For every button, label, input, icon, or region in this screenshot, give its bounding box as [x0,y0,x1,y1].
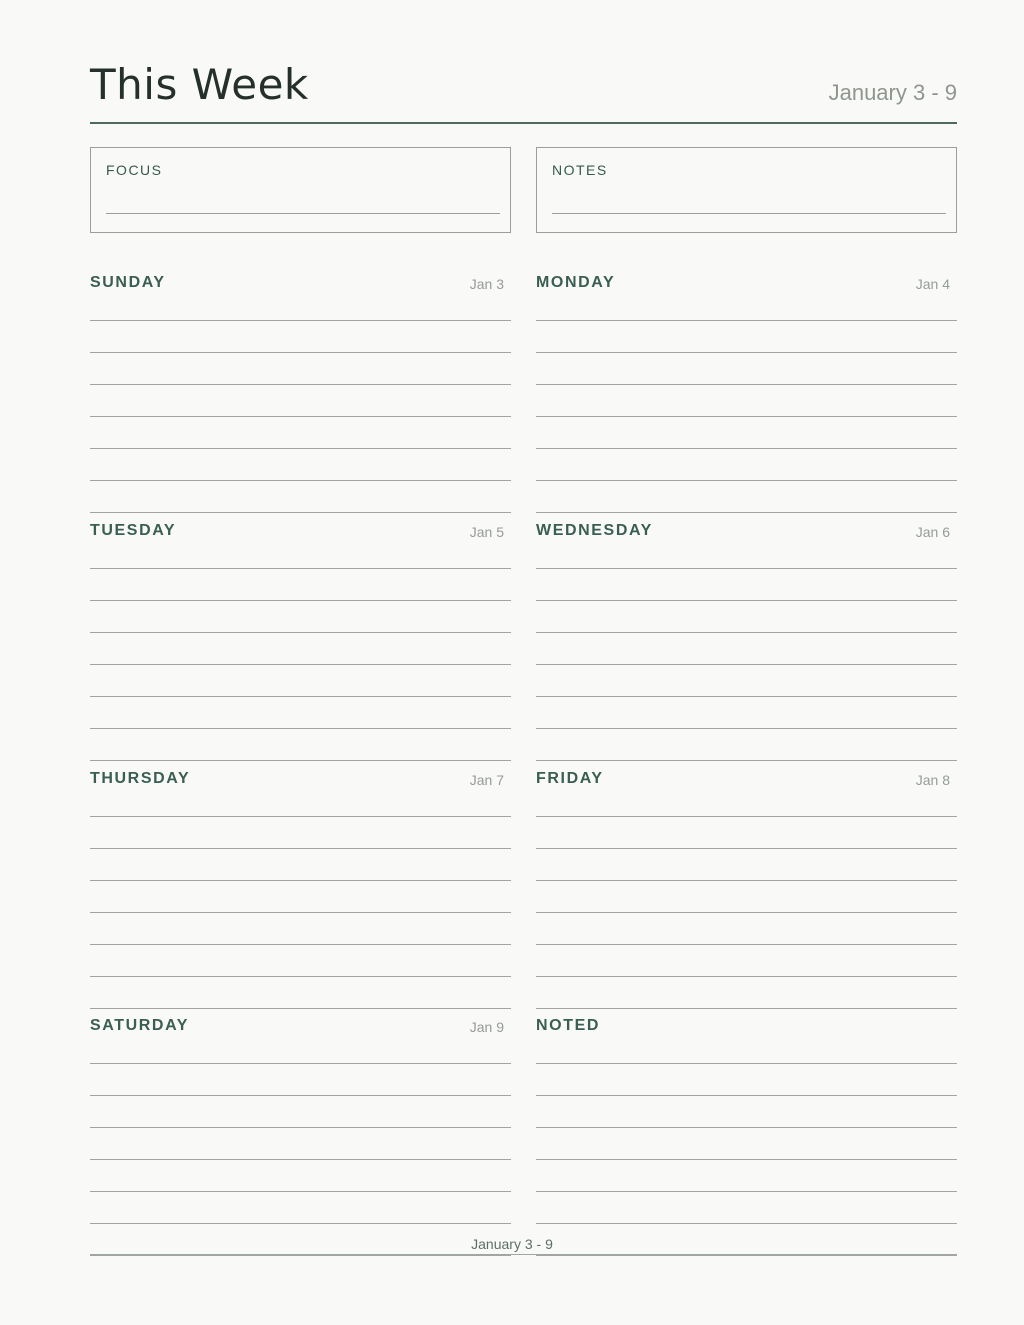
writing-line [90,600,511,601]
writing-line [90,880,511,881]
writing-line [90,320,511,321]
page-header [90,56,957,124]
day-section-tuesday[interactable] [90,512,511,760]
day-date: Jan 7 [469,772,504,788]
day-section-friday[interactable] [536,760,957,1008]
writing-line [90,448,511,449]
writing-line [90,816,511,817]
writing-line [90,1063,511,1064]
day-section-thursday[interactable] [90,760,511,1008]
day-name: SATURDAY [90,1017,190,1034]
writing-line [90,416,511,417]
writing-line [536,880,957,881]
day-name: SUNDAY [90,274,166,291]
writing-line [536,728,957,729]
writing-line [536,912,957,913]
week-date-range: January 3 - 9 [828,80,957,105]
writing-line [90,352,511,353]
writing-line [90,384,511,385]
writing-line [90,1095,511,1096]
focus-writing-line [106,213,500,214]
day-date: Jan 3 [469,276,504,292]
writing-line [90,976,511,977]
writing-line [90,632,511,633]
writing-line [536,1095,957,1096]
writing-line [536,568,957,569]
writing-line [90,664,511,665]
day-section-noted[interactable] [536,1007,957,1255]
writing-line [536,416,957,417]
writing-line [90,480,511,481]
footer-date-range: January 3 - 9 [471,1236,553,1252]
writing-line [90,568,511,569]
writing-line [536,1063,957,1064]
writing-line [536,1191,957,1192]
day-date: Jan 6 [915,524,950,540]
writing-line [536,696,957,697]
writing-line [90,1223,511,1224]
writing-line [536,976,957,977]
writing-line [90,1191,511,1192]
writing-line [536,1255,957,1256]
writing-line [536,352,957,353]
writing-line [90,1255,511,1256]
day-date: Jan 4 [915,276,950,292]
writing-line [536,320,957,321]
writing-line [536,480,957,481]
writing-line [90,1159,511,1160]
writing-line [536,664,957,665]
writing-line [536,1127,957,1128]
day-name: NOTED [536,1017,600,1034]
writing-line [90,912,511,913]
writing-line [90,1127,511,1128]
day-section-saturday[interactable] [90,1007,511,1255]
day-name: TUESDAY [90,522,177,539]
day-name: FRIDAY [536,770,604,787]
day-section-wednesday[interactable] [536,512,957,760]
writing-line [536,848,957,849]
day-date: Jan 5 [469,524,504,540]
day-section-sunday[interactable] [90,264,511,512]
writing-line [536,600,957,601]
writing-line [536,944,957,945]
writing-line [90,696,511,697]
writing-line [90,848,511,849]
day-name: THURSDAY [90,770,191,787]
writing-line [90,728,511,729]
footer-rule [90,1254,957,1255]
writing-line [90,944,511,945]
writing-line [536,816,957,817]
writing-line [536,632,957,633]
day-date: Jan 8 [915,772,950,788]
day-date: Jan 9 [469,1019,504,1035]
writing-line [536,384,957,385]
day-name: MONDAY [536,274,616,291]
writing-line [536,448,957,449]
page-title: This Week [90,60,309,109]
writing-line [536,1223,957,1224]
notes-writing-line [552,213,946,214]
notes-box[interactable] [536,147,957,233]
notes-label: NOTES [552,162,608,178]
day-name: WEDNESDAY [536,522,653,539]
day-section-monday[interactable] [536,264,957,512]
focus-label: FOCUS [106,162,163,178]
writing-line [536,1159,957,1160]
focus-box[interactable] [90,147,511,233]
